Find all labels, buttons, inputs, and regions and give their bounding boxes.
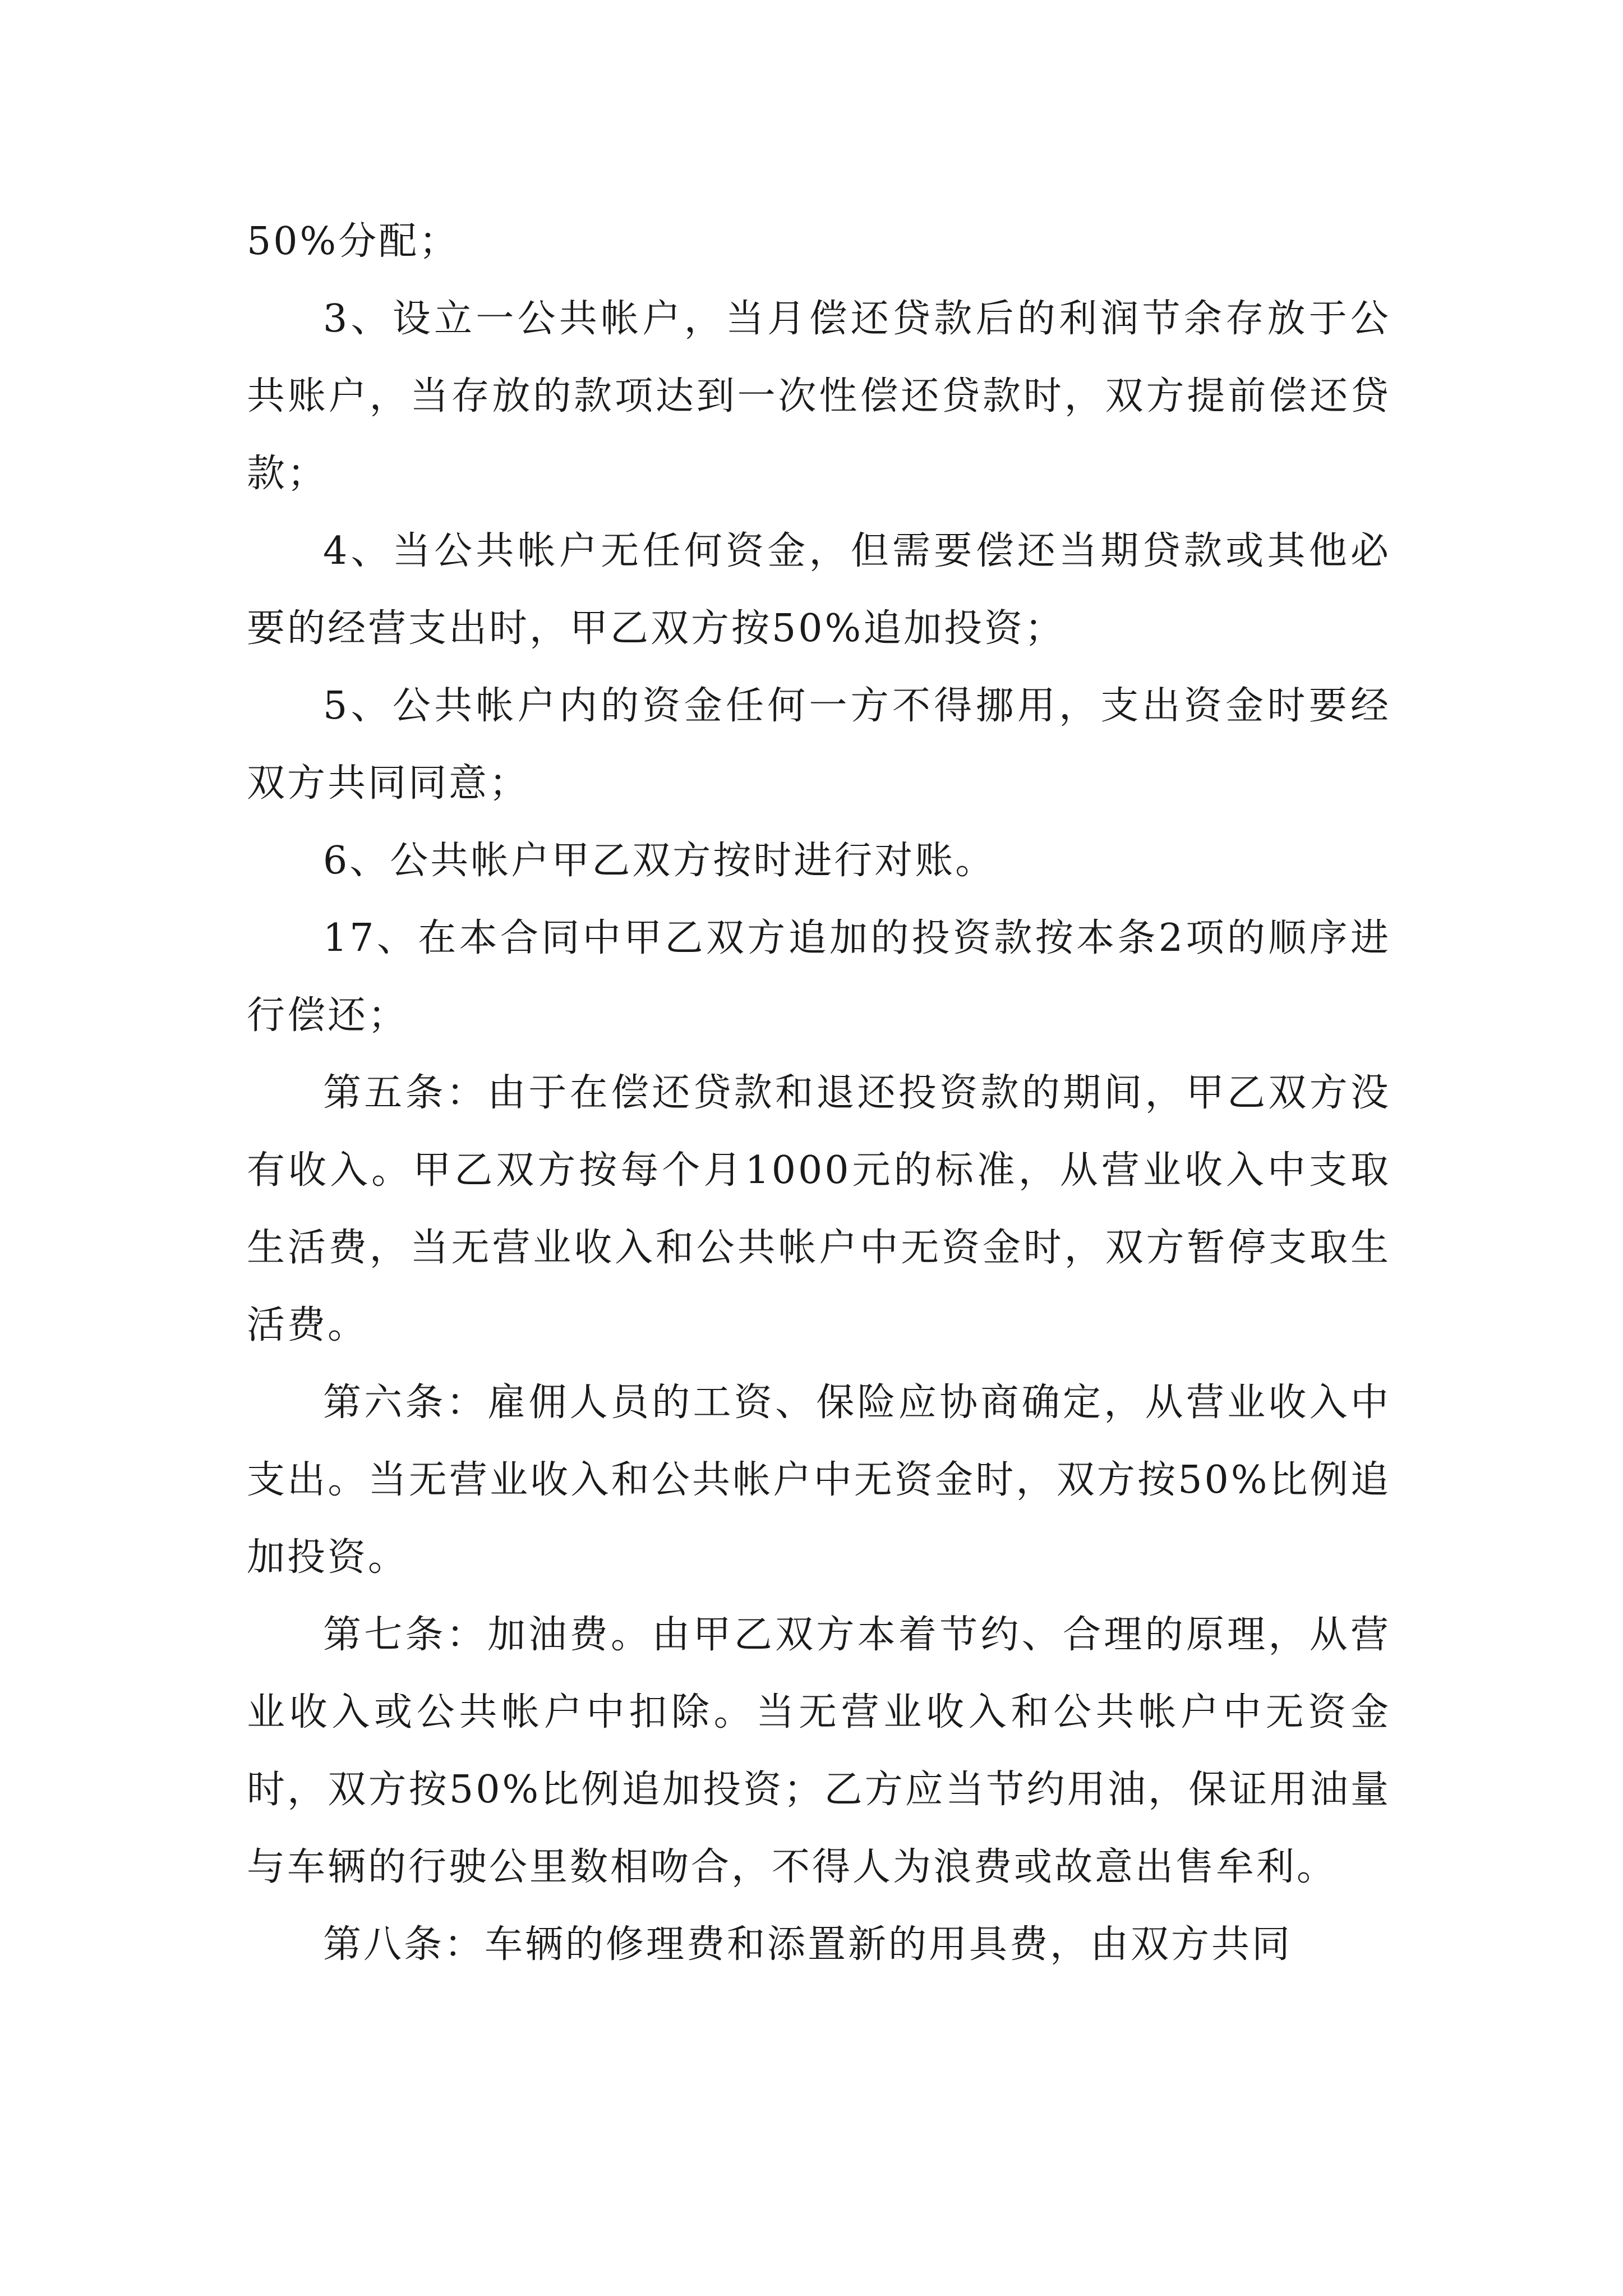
paragraph-1: 50%分配； <box>247 219 460 264</box>
paragraph-3: 4、当公共帐户无任何资金，但需要偿还当期贷款或其他必要的经营支出时，甲乙双方按50%追加投资； <box>247 529 1391 651</box>
paragraph-6: 17、在本合同中甲乙双方追加的投资款按本条2项的顺序进行偿还； <box>247 916 1391 1038</box>
paragraph-9: 第七条：加油费。由甲乙双方本着节约、合理的原理，从营业收入或公共帐户中扣除。当无营业收入和公共帐户中无资金时，双方按50%比例追加投资；乙方应当节约用油，保证用油量与车辆的行驶公里数相吻合，不得人为浪费或故意出售牟利。 <box>247 1613 1391 1889</box>
paragraph-2: 3、设立一公共帐户，当月偿还贷款后的利润节余存放于公共账户，当存放的款项达到一次性偿还贷款时，双方提前偿还贷款； <box>247 297 1391 496</box>
paragraph-4: 5、公共帐户内的资金任何一方不得挪用，支出资金时要经双方共同同意； <box>247 684 1391 806</box>
paragraph-8: 第六条：雇佣人员的工资、保险应协商确定，从营业收入中支出。当无营业收入和公共帐户中无资金时，双方按50%比例追加投资。 <box>247 1381 1391 1580</box>
document-body <box>247 203 1391 1984</box>
paragraph-7: 第五条：由于在偿还贷款和退还投资款的期间，甲乙双方没有收入。甲乙双方按每个月1000元的标准，从营业收入中支取生活费，当无营业收入和公共帐户中无资金时，双方暂停支取生活费。 <box>247 1071 1391 1347</box>
paragraph-10: 第八条：车辆的修理费和添置新的用具费，由双方共同 <box>323 1922 1293 1967</box>
paragraph-5: 6、公共帐户甲乙双方按时进行对账。 <box>323 839 996 883</box>
